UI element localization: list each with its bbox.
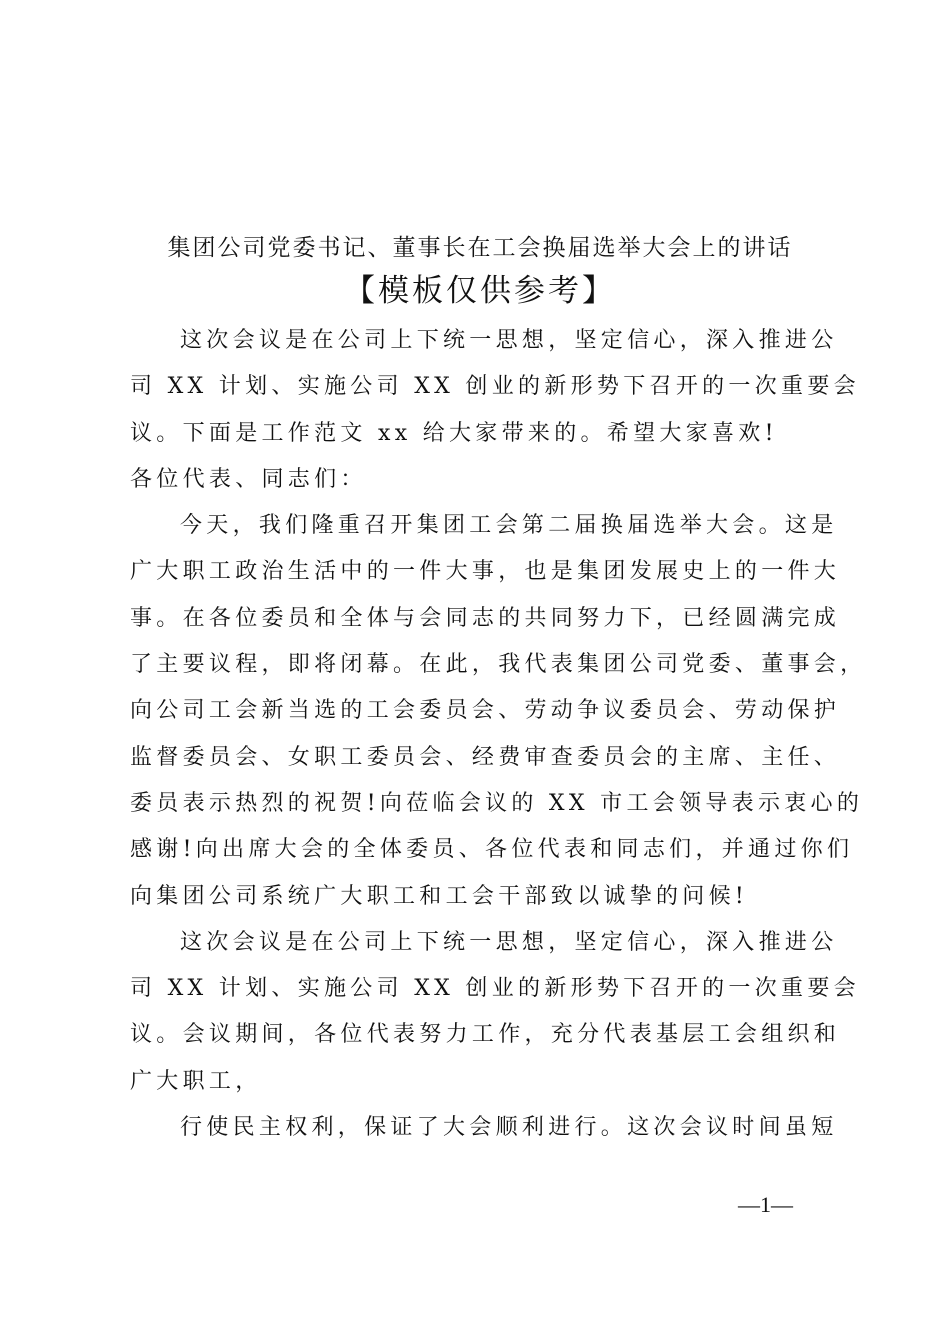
body-line: 了主要议程，即将闭幕。在此，我代表集团公司党委、董事会， bbox=[130, 652, 867, 678]
body-line: 委员表示热烈的祝贺!向莅临会议的 XX 市工会领导表示衷心的 bbox=[130, 790, 864, 816]
body-line: 这次会议是在公司上下统一思想，坚定信心，深入推进公 bbox=[180, 328, 838, 353]
body-line: 向集团公司系统广大职工和工会干部致以诚挚的问候! bbox=[130, 883, 749, 909]
body-line: 议。会议期间，各位代表努力工作，充分代表基层工会组织和 bbox=[130, 1022, 841, 1048]
body-line: 议。下面是工作范文 xx 给大家带来的。希望大家喜欢! bbox=[130, 420, 778, 446]
body-line: 事。在各位委员和全体与会同志的共同努力下，已经圆满完成 bbox=[130, 605, 841, 631]
body-line: 向公司工会新当选的工会委员会、劳动争议委员会、劳动保护 bbox=[130, 698, 841, 724]
page-number: —1— bbox=[738, 1192, 793, 1217]
document-title: 集团公司党委书记、董事长在工会换届选举大会上的讲话 bbox=[167, 235, 793, 261]
body-line: 司 XX 计划、实施公司 XX 创业的新形势下召开的一次重要会 bbox=[130, 976, 860, 1002]
body-line: 这次会议是在公司上下统一思想，坚定信心，深入推进公 bbox=[180, 929, 838, 955]
body-line: 广大职工， bbox=[130, 1068, 262, 1094]
body-line: 广大职工政治生活中的一件大事，也是集团发展史上的一件大 bbox=[130, 559, 841, 585]
template-notice: 【模板仅供参考】 bbox=[344, 273, 616, 309]
body-line: 监督委员会、女职工委员会、经费审查委员会的主席、主任、 bbox=[130, 744, 841, 770]
body-line: 今天，我们隆重召开集团工会第二届换届选举大会。这是 bbox=[180, 513, 838, 539]
body-line: 司 XX 计划、实施公司 XX 创业的新形势下召开的一次重要会 bbox=[130, 374, 860, 400]
salutation: 各位代表、同志们： bbox=[130, 466, 367, 492]
body-line: 行使民主权利，保证了大会顺利进行。这次会议时间虽短 bbox=[180, 1115, 838, 1141]
document-body bbox=[130, 318, 867, 1151]
body-line: 感谢!向出席大会的全体委员、各位代表和同志们，并通过你们 bbox=[130, 837, 854, 863]
